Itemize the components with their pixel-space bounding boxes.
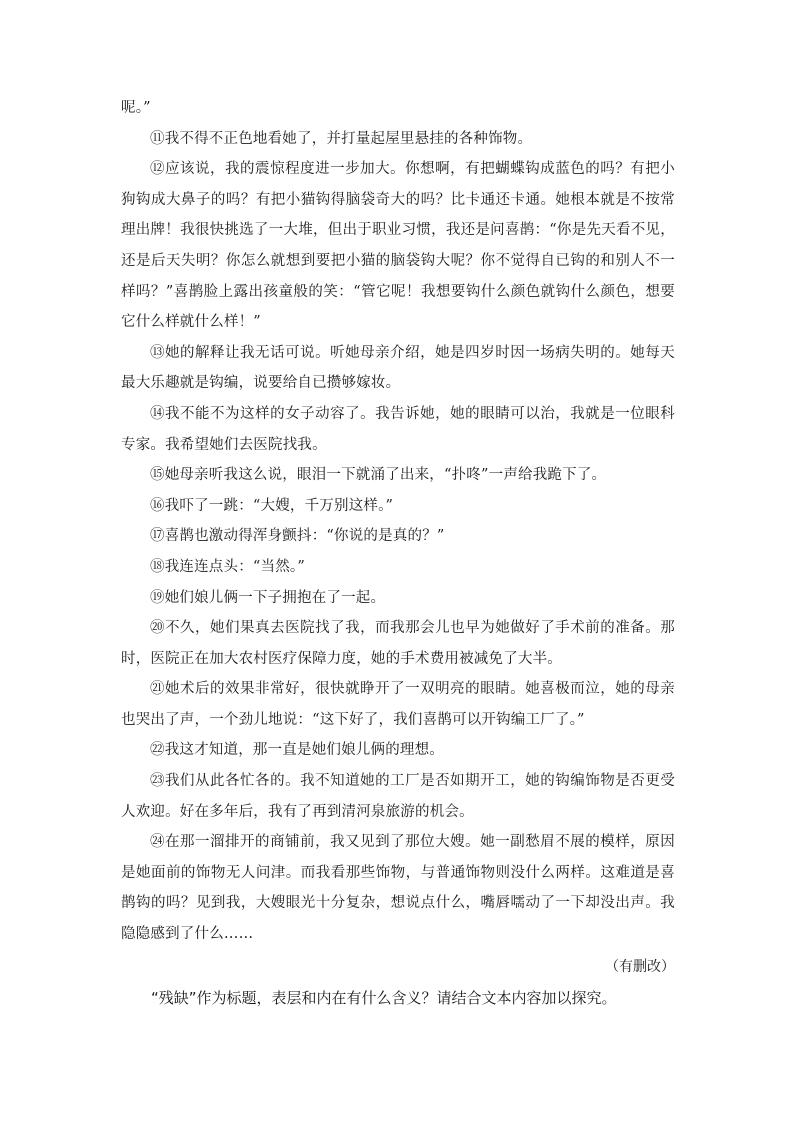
paragraph-12: ⑫应该说，我的震惊程度进一步加大。你想啊，有把蝴蝶钩成蓝色的吗？有把小狗钩成大鼻子的吗？有把小猫钩得脑袋奇大的吗？比卡通还卡通。她根本就是不按常理出牌！我很快挑选了一大堆，但出于职业习惯，我还是问喜鹊：“你是先天看不见，还是后天失明？你怎么就想到要把小猫的脑袋钩大呢？你不觉得自已钩的和别人不一样吗？”喜鹊脸上露出孩童般的笑：“管它呢！我想要钩什么颜色就钩什么颜色，想要它什么样就什么样！” [121,161,675,331]
paragraph-14: ⑭我不能不为这样的女子动容了。我告诉她，她的眼睛可以治，我就是一位眼科专家。我希望她们去医院找我。 [121,405,675,453]
exam-question: “残缺”作为标题，表层和内在有什么含义？请结合文本内容加以探究。 [151,988,617,1007]
paragraph-continuation: 呢。” [121,100,151,116]
paragraph-13: ⑬她的解释让我无话可说。听她母亲介绍，她是四岁时因一场病失明的。她每天最大乐趣就是钩编，说要给自已攒够嫁妆。 [121,344,675,392]
paragraph-23: ㉓我们从此各忙各的。我不知道她的工厂是否如期开工，她的钩编饰物是否更受人欢迎。好在多年后，我有了再到清河泉旅游的机会。 [121,773,675,820]
paragraph-11: ⑪我不得不正色地看她了，并打量起屋里悬挂的各种饰物。 [150,130,533,147]
paragraph-17: ⑰喜鹊也激动得浑身颤抖：“你说的是真的？” [150,528,445,545]
paragraph-20: ⑳不久，她们果真去医院找了我，而我那会儿也早为她做好了手术前的准备。那时，医院正在加大农村医疗保障力度，她的手术费用被减免了大半。 [121,620,675,667]
paragraph-21: ㉑她术后的效果非常好，很快就睁开了一双明亮的眼睛。她喜极而泣，她的母亲也哭出了声，一个劲儿地说：“这下好了，我们喜鹊可以开钩编工厂了。” [121,681,675,728]
passage-body [121,93,675,1014]
paragraph-18: ⑱我连连点头：“当然。” [150,558,305,575]
paragraph-16: ⑯我吓了一跳：“大嫂，千万别这样。” [150,497,394,514]
paragraph-22: ㉒我这才知道，那一直是她们娘儿俩的理想。 [150,742,444,759]
paragraph-15: ⑮她母亲听我这么说，眼泪一下就涌了出来，“扑咚”一声给我跪下了。 [150,467,607,484]
paragraph-24: ㉔在那一溜排开的商铺前，我又见到了那位大嫂。她一副愁眉不展的模样，原因是她面前的饰物无人问津。而我看那些饰物，与普通饰物则没什么两样。这难道是喜鹊钩的吗？见到我，大嫂眼光十分复杂，想说点什么，嘴唇嚅动了一下却没出声。我隐隐感到了什么…… [121,834,675,943]
source-note: （有删改） [605,958,675,975]
paragraph-19: ⑲她们娘儿俩一下子拥抱在了一起。 [150,589,386,606]
